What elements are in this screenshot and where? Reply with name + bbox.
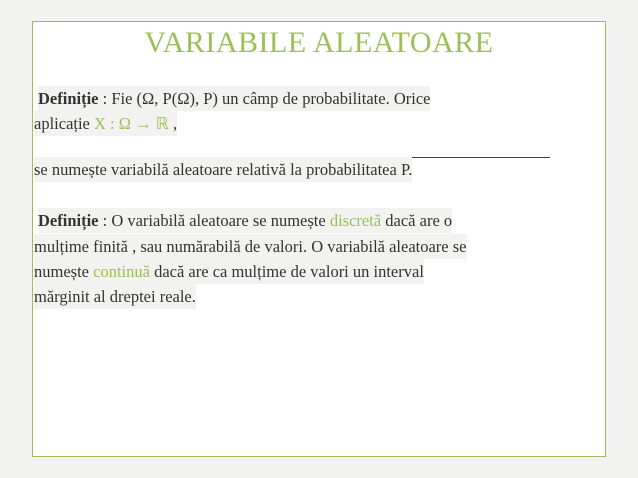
definition2-line4 — [34, 284, 196, 309]
definition2-text-line1-end: dacă are o — [381, 211, 453, 230]
definition2-line3 — [34, 259, 424, 284]
definition1-text-line2-end: , — [168, 114, 178, 133]
definition2-label: Definiție — [38, 211, 99, 230]
discrete-term: discretă — [329, 211, 382, 230]
continuous-term: continuă — [93, 262, 150, 281]
definition2-text-line2: mulțime finită , sau numărabilă de valori. O variabilă aleatoare se — [34, 237, 467, 256]
definition1-text-line2: aplicație — [34, 114, 95, 133]
definition1-label: Definiție — [38, 89, 99, 108]
definition2-line2 — [34, 234, 467, 259]
slide-title: VARIABILE ALEATOARE — [144, 26, 494, 59]
definition1-text-line1: : Fie (Ω, P(Ω), P) un câmp de probabilitate. Orice — [98, 89, 431, 108]
definition2-text-line3: numește — [34, 262, 94, 281]
definition2-text-line3-end: dacă are ca mulțime de valori un interval — [149, 262, 424, 281]
mapping-expression: X : Ω → ℝ — [94, 114, 169, 133]
definition2-text-line4: mărginit al dreptei reale. — [34, 287, 196, 306]
definition1-line2 — [34, 111, 177, 136]
definition2-line1 — [38, 208, 452, 233]
definition1-line1 — [38, 86, 430, 111]
definition1-line3 — [34, 157, 412, 182]
definition1-text-line3: se numește variabilă aleatoare relativă la probabilitatea P. — [34, 160, 413, 179]
definition2-text-line1: : O variabilă aleatoare se numește — [98, 211, 330, 230]
